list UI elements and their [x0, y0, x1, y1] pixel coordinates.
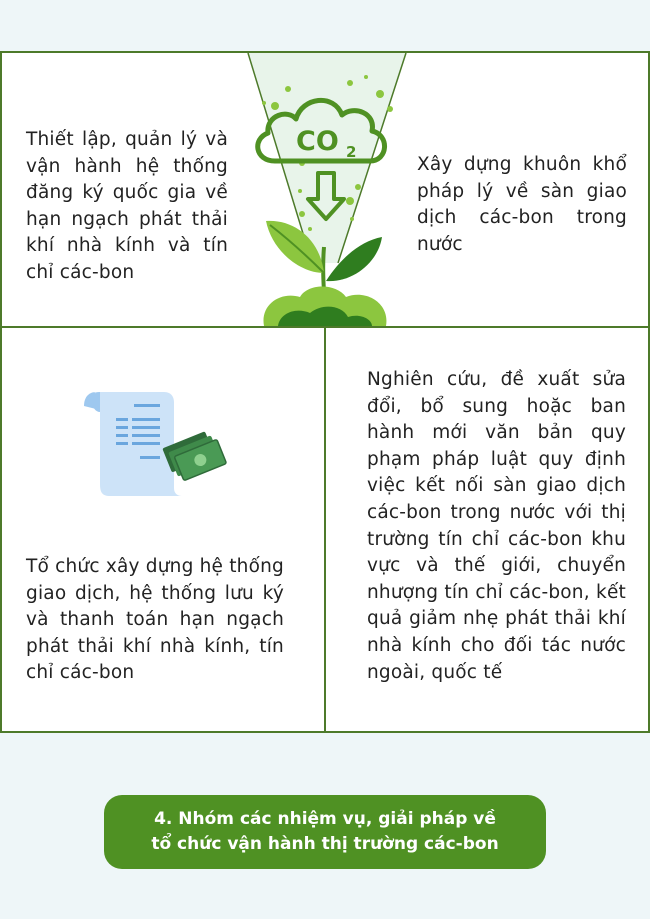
- document-money-illustration: [82, 388, 227, 503]
- co2-subscript: 2: [346, 143, 357, 161]
- cell-text-top-right: Xây dựng khuôn khổ pháp lý về sàn giao dịch các-bon trong nước: [417, 154, 627, 255]
- cell-text-bottom-left: Tổ chức xây dựng hệ thống giao dịch, hệ thống lưu ký và thanh toán hạn ngạch phát thải khí nhà kính, tín chỉ các-bon: [26, 556, 284, 684]
- badge-line-1: 4. Nhóm các nhiệm vụ, giải pháp về: [154, 809, 496, 829]
- co2-plant-illustration: [230, 51, 420, 327]
- grid-border-center: [324, 326, 326, 733]
- grid-border-left: [0, 51, 2, 733]
- section-title-badge: [104, 795, 546, 869]
- co2-label: CO: [296, 126, 339, 157]
- cell-text-top-left: Thiết lập, quản lý và vận hành hệ thống đăng ký quốc gia về hạn ngạch phát thải khí nhà kính và tín chỉ các-bon: [26, 129, 228, 283]
- cell-text-bottom-right: Nghiên cứu, đề xuất sửa đổi, bổ sung hoặc ban hành mới văn bản quy phạm pháp luật quy định việc kết nối sàn giao dịch các-bon trong nước với thị trường tín chỉ các-bon khu vực và thế giới, chuyển nhượng tín chỉ các-bon, kết quả giảm nhẹ phát thải khí nhà kính cho đối tác nước ngoài, quốc tế: [367, 369, 626, 683]
- badge-line-2: tổ chức vận hành thị trường các-bon: [151, 834, 499, 854]
